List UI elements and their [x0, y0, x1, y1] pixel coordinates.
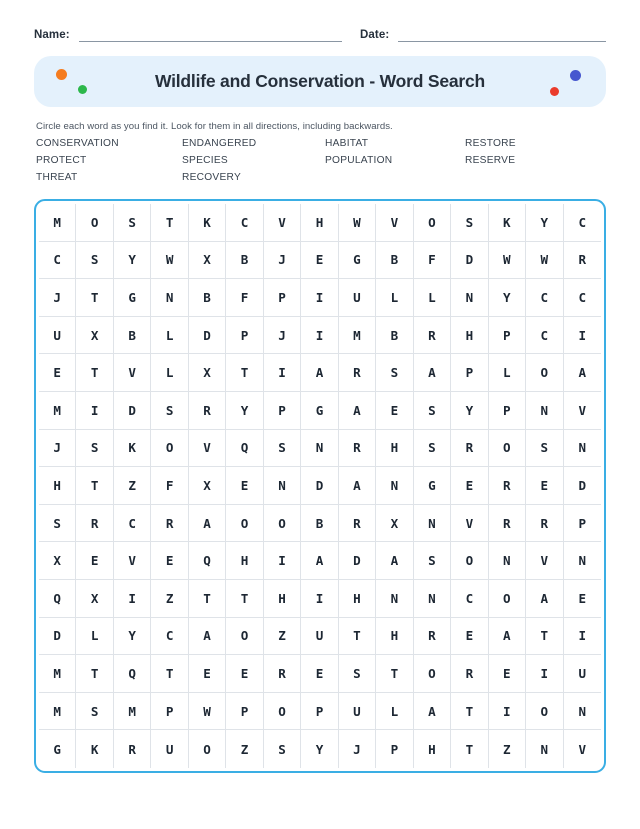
grid-cell[interactable]: K [76, 730, 113, 768]
grid-cell[interactable]: X [76, 580, 113, 618]
grid-cell[interactable]: E [39, 354, 76, 392]
grid-cell[interactable]: X [39, 542, 76, 580]
grid-cell[interactable]: Z [226, 730, 263, 768]
grid-cell[interactable]: S [526, 430, 563, 468]
grid-cell[interactable]: R [414, 618, 451, 656]
grid-cell[interactable]: Q [39, 580, 76, 618]
grid-cell[interactable]: E [301, 242, 338, 280]
grid-cell[interactable]: E [189, 655, 226, 693]
grid-cell[interactable]: W [489, 242, 526, 280]
grid-cell[interactable]: E [226, 655, 263, 693]
grid-cell[interactable]: O [151, 430, 188, 468]
grid-cell[interactable]: N [414, 505, 451, 543]
grid-cell[interactable]: J [264, 242, 301, 280]
grid-cell[interactable]: J [39, 430, 76, 468]
grid-cell[interactable]: N [264, 467, 301, 505]
grid-cell[interactable]: R [339, 354, 376, 392]
grid-cell[interactable]: U [339, 279, 376, 317]
grid-cell[interactable]: X [376, 505, 413, 543]
grid-cell[interactable]: N [489, 542, 526, 580]
grid-cell[interactable]: D [339, 542, 376, 580]
grid-cell[interactable]: P [489, 392, 526, 430]
grid-cell[interactable]: B [189, 279, 226, 317]
grid-cell[interactable]: S [376, 354, 413, 392]
grid-cell[interactable]: O [526, 693, 563, 731]
grid-cell[interactable]: A [189, 505, 226, 543]
grid-cell[interactable]: T [376, 655, 413, 693]
grid-cell[interactable]: Y [301, 730, 338, 768]
grid-cell[interactable]: L [376, 693, 413, 731]
grid-cell[interactable]: N [451, 279, 488, 317]
grid-cell[interactable]: L [376, 279, 413, 317]
grid-cell[interactable]: V [578, 741, 587, 757]
grid-cell[interactable]: Z [114, 467, 151, 505]
grid-cell[interactable]: H [451, 317, 488, 355]
grid-cell[interactable]: L [489, 354, 526, 392]
grid-cell[interactable]: E [526, 467, 563, 505]
date-label: Date: [360, 29, 390, 41]
grid-cell[interactable]: O [489, 430, 526, 468]
grid-cell[interactable]: N [564, 693, 601, 731]
word-list-item: RESERVE [465, 155, 516, 166]
grid-cell[interactable]: I [114, 580, 151, 618]
grid-cell[interactable]: H [39, 467, 76, 505]
grid-cell[interactable]: P [264, 279, 301, 317]
grid-cell[interactable]: T [226, 354, 263, 392]
grid-cell[interactable]: M [39, 392, 76, 430]
grid-cell[interactable]: A [526, 580, 563, 618]
grid-cell[interactable]: I [264, 542, 301, 580]
grid-cell[interactable]: O [76, 204, 113, 242]
grid-cell[interactable]: K [189, 204, 226, 242]
grid-cell[interactable]: P [301, 693, 338, 731]
grid-cell[interactable]: G [339, 242, 376, 280]
grid-cell[interactable]: H [376, 618, 413, 656]
word-list-item: HABITAT [325, 138, 369, 149]
page-title: Wildlife and Conservation - Word Search [154, 71, 486, 91]
grid-cell[interactable]: A [189, 618, 226, 656]
grid-cell[interactable]: F [226, 279, 263, 317]
name-label: Name: [34, 29, 70, 41]
grid-cell[interactable]: S [39, 505, 76, 543]
word-list-item: POPULATION [325, 155, 393, 166]
grid-cell[interactable]: J [39, 279, 76, 317]
grid-cell[interactable]: X [189, 467, 226, 505]
grid-cell[interactable]: R [151, 505, 188, 543]
grid-cell[interactable]: C [151, 618, 188, 656]
name-field[interactable] [34, 28, 342, 42]
word-list-item: RECOVERY [182, 172, 241, 183]
grid-cell[interactable]: I [264, 354, 301, 392]
grid-cell[interactable]: C [451, 580, 488, 618]
grid-cell[interactable]: S [414, 542, 451, 580]
grid-cell[interactable]: S [264, 430, 301, 468]
grid-cell[interactable]: H [376, 430, 413, 468]
grid-cell[interactable]: S [76, 430, 113, 468]
grid-cell[interactable]: T [76, 467, 113, 505]
grid-cell[interactable]: B [376, 317, 413, 355]
grid-cell[interactable]: Q [226, 430, 263, 468]
grid-cell[interactable]: Y [489, 279, 526, 317]
grid-cell[interactable]: V [114, 354, 151, 392]
grid-cell[interactable]: R [264, 655, 301, 693]
grid-cell[interactable]: V [264, 204, 301, 242]
grid-cell[interactable]: M [39, 204, 76, 242]
grid-cell[interactable]: V [451, 505, 488, 543]
grid-cell[interactable]: U [151, 730, 188, 768]
grid-cell[interactable]: A [339, 392, 376, 430]
grid-cell[interactable]: R [189, 392, 226, 430]
grid-cell[interactable]: C [114, 505, 151, 543]
grid-cell[interactable]: N [564, 542, 601, 580]
title-banner [34, 56, 606, 107]
grid-cell[interactable]: A [489, 618, 526, 656]
grid-cell[interactable]: Y [114, 618, 151, 656]
grid-cell[interactable]: J [339, 730, 376, 768]
grid-cell[interactable]: E [301, 655, 338, 693]
grid-cell[interactable]: T [151, 655, 188, 693]
grid-cell[interactable]: M [339, 317, 376, 355]
grid-cell[interactable]: O [226, 505, 263, 543]
grid-cell[interactable]: N [376, 580, 413, 618]
grid-cell[interactable]: K [489, 204, 526, 242]
word-list [36, 138, 606, 183]
grid-cell[interactable]: G [39, 730, 76, 768]
grid-cell[interactable]: F [151, 467, 188, 505]
grid-cell[interactable]: O [451, 542, 488, 580]
grid-cell[interactable]: M [39, 693, 76, 731]
grid-cell[interactable]: R [339, 505, 376, 543]
grid-cell[interactable]: O [189, 730, 226, 768]
grid-cell[interactable]: Q [189, 542, 226, 580]
grid-cell[interactable]: F [414, 242, 451, 280]
grid-cell[interactable]: C [39, 242, 76, 280]
grid-cell[interactable]: I [564, 317, 601, 355]
grid-cell[interactable]: U [339, 693, 376, 731]
grid-cell[interactable]: S [76, 693, 113, 731]
grid-cell[interactable]: P [264, 392, 301, 430]
grid-cell[interactable]: O [489, 580, 526, 618]
grid-cell[interactable]: H [414, 730, 451, 768]
grid-cell[interactable]: L [414, 279, 451, 317]
grid-cell[interactable]: E [76, 542, 113, 580]
grid-cell[interactable]: T [76, 354, 113, 392]
blue-dot-icon [570, 70, 581, 81]
grid-cell[interactable]: I [564, 618, 601, 656]
grid-cell[interactable]: N [526, 730, 563, 768]
grid-cell[interactable]: B [114, 317, 151, 355]
red-dot-icon [550, 87, 559, 96]
grid-cell[interactable]: N [564, 430, 601, 468]
grid-cell[interactable]: H [264, 580, 301, 618]
grid-cell[interactable]: E [451, 618, 488, 656]
grid-cell[interactable]: K [114, 430, 151, 468]
grid-cell[interactable]: C [226, 204, 263, 242]
grid-cell[interactable]: T [189, 580, 226, 618]
grid-cell[interactable]: P [451, 354, 488, 392]
instructions-text: Circle each word as you find it. Look for them in all directions, including backwards. [36, 121, 393, 132]
grid-cell[interactable]: C [526, 279, 563, 317]
grid-cell[interactable]: V [189, 430, 226, 468]
grid-cell[interactable]: Y [526, 204, 563, 242]
grid-cell[interactable]: S [414, 430, 451, 468]
grid-cell[interactable]: U [564, 655, 601, 693]
grid-cell[interactable]: I [489, 693, 526, 731]
word-search-grid[interactable] [39, 204, 601, 768]
grid-cell[interactable]: E [489, 655, 526, 693]
grid-cell[interactable]: L [76, 618, 113, 656]
grid-cell[interactable]: A [301, 354, 338, 392]
grid-cell[interactable]: R [339, 430, 376, 468]
grid-cell[interactable]: P [489, 317, 526, 355]
grid-cell[interactable]: C [526, 317, 563, 355]
grid-cell[interactable]: U [301, 618, 338, 656]
word-list-item: ENDANGERED [182, 138, 257, 149]
grid-cell[interactable]: S [114, 204, 151, 242]
grid-cell[interactable]: U [39, 317, 76, 355]
grid-cell[interactable]: Z [489, 730, 526, 768]
grid-cell[interactable]: B [301, 505, 338, 543]
grid-cell[interactable]: S [151, 392, 188, 430]
grid-cell[interactable]: S [451, 204, 488, 242]
grid-cell[interactable]: V [114, 542, 151, 580]
grid-cell[interactable]: I [526, 655, 563, 693]
word-list-item: SPECIES [182, 155, 228, 166]
grid-cell[interactable]: O [414, 655, 451, 693]
student-info-row [34, 28, 606, 42]
grid-cell[interactable]: H [226, 542, 263, 580]
grid-cell[interactable]: X [76, 317, 113, 355]
grid-cell[interactable]: P [564, 505, 601, 543]
grid-cell[interactable]: G [114, 279, 151, 317]
grid-cell[interactable]: O [526, 354, 563, 392]
grid-cell[interactable]: H [339, 580, 376, 618]
grid-cell[interactable]: X [189, 354, 226, 392]
word-list-item: THREAT [36, 172, 78, 183]
grid-cell[interactable]: W [189, 693, 226, 731]
grid-cell[interactable]: D [451, 242, 488, 280]
grid-cell[interactable]: T [451, 730, 488, 768]
grid-cell[interactable]: I [301, 317, 338, 355]
grid-cell[interactable]: Y [451, 392, 488, 430]
grid-cell[interactable]: I [76, 392, 113, 430]
grid-cell[interactable]: L [151, 354, 188, 392]
grid-cell[interactable]: A [414, 693, 451, 731]
grid-cell[interactable]: O [414, 204, 451, 242]
grid-cell[interactable]: E [376, 392, 413, 430]
grid-cell[interactable]: P [226, 693, 263, 731]
grid-cell[interactable]: E [226, 467, 263, 505]
grid-cell[interactable]: G [414, 467, 451, 505]
grid-cell[interactable]: I [301, 580, 338, 618]
grid-cell[interactable]: N [376, 467, 413, 505]
grid-cell[interactable]: M [114, 693, 151, 731]
grid-cell[interactable]: A [339, 467, 376, 505]
grid-cell[interactable]: W [339, 204, 376, 242]
grid-cell[interactable]: E [151, 542, 188, 580]
grid-cell[interactable]: B [226, 242, 263, 280]
grid-cell[interactable]: N [526, 392, 563, 430]
grid-cell[interactable]: T [76, 279, 113, 317]
grid-cell[interactable]: R [489, 505, 526, 543]
grid-cell[interactable]: W [151, 242, 188, 280]
grid-cell[interactable]: S [414, 392, 451, 430]
grid-cell[interactable]: E [451, 467, 488, 505]
name-write-line[interactable] [79, 28, 342, 42]
grid-cell[interactable]: P [226, 317, 263, 355]
grid-cell[interactable]: D [301, 467, 338, 505]
grid-cell[interactable]: N [414, 580, 451, 618]
grid-cell[interactable]: A [376, 542, 413, 580]
orange-dot-icon [56, 69, 67, 80]
grid-cell[interactable]: V [526, 542, 563, 580]
date-field[interactable] [360, 28, 606, 42]
grid-cell[interactable]: Z [151, 580, 188, 618]
grid-cell[interactable]: W [526, 242, 563, 280]
grid-cell[interactable]: V [564, 392, 601, 430]
word-list-item: RESTORE [465, 138, 516, 149]
grid-cell[interactable]: R [489, 467, 526, 505]
grid-cell[interactable]: S [339, 655, 376, 693]
grid-cell[interactable]: D [189, 317, 226, 355]
grid-cell[interactable]: T [151, 204, 188, 242]
grid-cell[interactable]: D [114, 392, 151, 430]
grid-cell[interactable]: Q [114, 655, 151, 693]
grid-cell[interactable]: O [264, 505, 301, 543]
grid-cell[interactable]: H [301, 204, 338, 242]
word-list-item: PROTECT [36, 155, 87, 166]
grid-cell[interactable]: G [301, 392, 338, 430]
grid-cell[interactable]: T [76, 655, 113, 693]
grid-cell[interactable]: T [526, 618, 563, 656]
grid-cell[interactable]: S [264, 730, 301, 768]
date-write-line[interactable] [398, 28, 606, 42]
grid-cell[interactable]: V [376, 204, 413, 242]
grid-cell[interactable]: R [451, 430, 488, 468]
grid-cell[interactable]: Z [264, 618, 301, 656]
grid-cell[interactable]: A [301, 542, 338, 580]
grid-cell[interactable]: S [76, 242, 113, 280]
grid-cell[interactable]: P [151, 693, 188, 731]
grid-cell[interactable]: N [151, 279, 188, 317]
grid-cell[interactable]: X [189, 242, 226, 280]
grid-cell[interactable]: R [414, 317, 451, 355]
grid-cell[interactable]: T [339, 618, 376, 656]
grid-cell[interactable]: O [264, 693, 301, 731]
grid-cell[interactable]: R [451, 655, 488, 693]
grid-cell[interactable]: Y [114, 242, 151, 280]
grid-cell[interactable]: J [264, 317, 301, 355]
grid-cell[interactable]: T [451, 693, 488, 731]
grid-cell[interactable]: R [564, 242, 601, 280]
grid-cell[interactable]: D [39, 618, 76, 656]
grid-cell[interactable]: E [564, 580, 601, 618]
grid-cell[interactable]: O [226, 618, 263, 656]
grid-cell[interactable]: D [564, 467, 601, 505]
grid-cell[interactable]: C [564, 204, 601, 242]
grid-cell[interactable]: B [376, 242, 413, 280]
green-dot-icon [78, 85, 87, 94]
grid-cell[interactable]: Y [226, 392, 263, 430]
grid-cell[interactable]: L [151, 317, 188, 355]
grid-cell[interactable]: A [414, 354, 451, 392]
grid-cell[interactable]: R [76, 505, 113, 543]
word-search-grid-container [34, 199, 606, 773]
grid-cell[interactable]: C [564, 279, 601, 317]
word-list-item: CONSERVATION [36, 138, 119, 149]
grid-cell[interactable]: N [301, 430, 338, 468]
grid-cell[interactable]: T [226, 580, 263, 618]
grid-cell[interactable]: R [114, 730, 151, 768]
grid-cell[interactable]: P [376, 730, 413, 768]
grid-cell[interactable]: I [301, 279, 338, 317]
grid-cell[interactable]: M [39, 655, 76, 693]
grid-cell[interactable]: R [526, 505, 563, 543]
grid-cell[interactable]: A [564, 354, 601, 392]
